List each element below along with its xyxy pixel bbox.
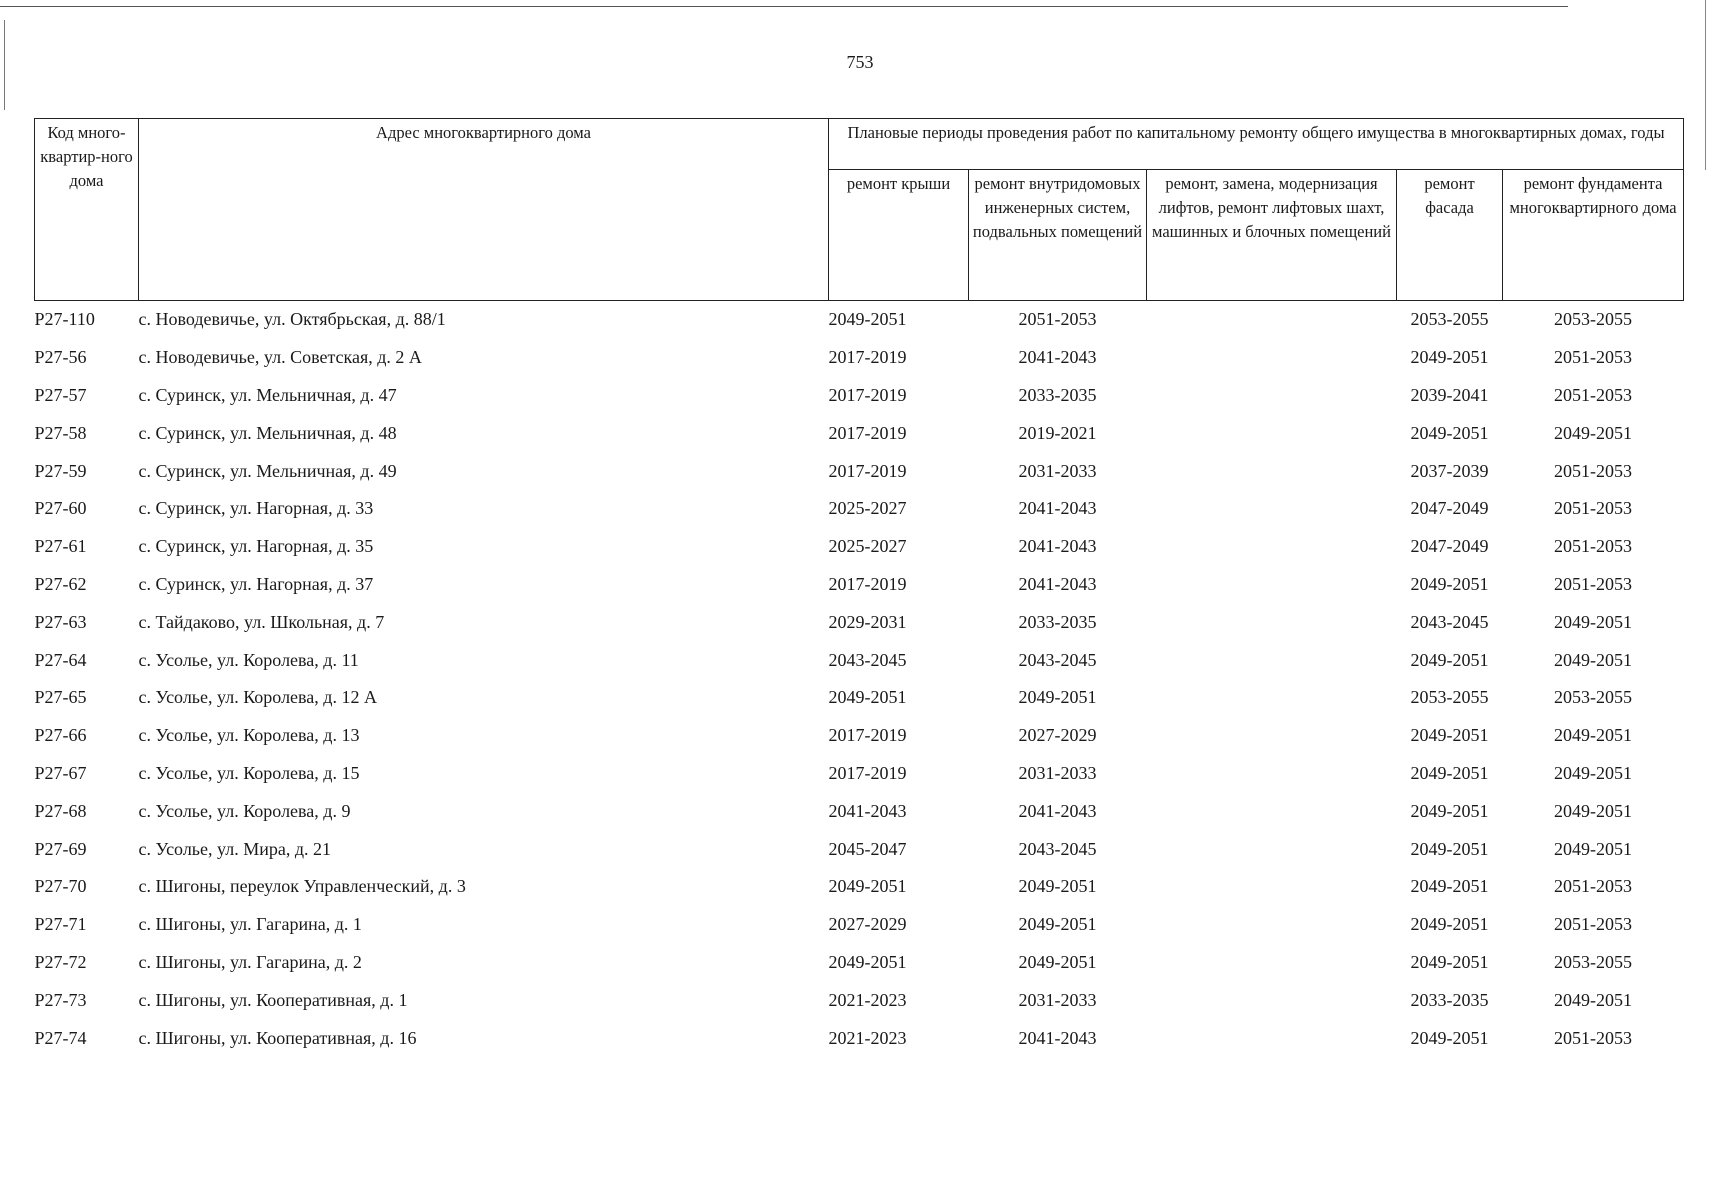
cell-code: Р27-72 <box>34 951 87 972</box>
cell-lift <box>1147 868 1397 906</box>
cell-foundation: 2051-2053 <box>1554 384 1633 405</box>
cell-engineering: 2041-2043 <box>1018 347 1097 368</box>
cell-address: с. Суринск, ул. Мельничная, д. 49 <box>138 460 397 481</box>
cell-facade: 2049-2051 <box>1410 649 1489 670</box>
cell-code: Р27-57 <box>34 384 87 405</box>
cell-facade: 2037-2039 <box>1410 460 1489 481</box>
cell-facade: 2043-2045 <box>1410 611 1489 632</box>
cell-facade: 2049-2051 <box>1410 573 1489 594</box>
table-row <box>35 944 1684 982</box>
cell-lift <box>1147 830 1397 868</box>
table-row <box>35 755 1684 793</box>
cell-facade: 2049-2051 <box>1410 725 1489 746</box>
table-row <box>35 490 1684 528</box>
table-row <box>35 339 1684 377</box>
cell-code: Р27-71 <box>34 914 87 935</box>
cell-engineering: 2031-2033 <box>1018 989 1097 1010</box>
scan-marks <box>1686 490 1706 830</box>
header-code: Код много-квартир-ного дома <box>35 119 139 301</box>
cell-foundation: 2051-2053 <box>1554 536 1633 557</box>
cell-foundation: 2049-2051 <box>1554 762 1633 783</box>
cell-address: с. Суринск, ул. Мельничная, д. 48 <box>138 422 397 443</box>
cell-engineering: 2041-2043 <box>1018 573 1097 594</box>
cell-facade: 2049-2051 <box>1410 1027 1489 1048</box>
cell-address: с. Суринск, ул. Нагорная, д. 33 <box>138 498 374 519</box>
cell-engineering: 2033-2035 <box>1018 611 1097 632</box>
cell-roof: 2025-2027 <box>828 536 907 557</box>
cell-code: Р27-60 <box>34 498 87 519</box>
cell-code: Р27-61 <box>34 536 87 557</box>
cell-engineering: 2019-2021 <box>1018 422 1097 443</box>
cell-code: Р27-70 <box>34 876 87 897</box>
cell-address: с. Новодевичье, ул. Советская, д. 2 А <box>138 347 422 368</box>
table-row <box>35 566 1684 604</box>
cell-facade: 2053-2055 <box>1410 687 1489 708</box>
cell-engineering: 2031-2033 <box>1018 762 1097 783</box>
cell-code: Р27-62 <box>34 573 87 594</box>
top-rule <box>0 6 1568 7</box>
cell-roof: 2017-2019 <box>828 762 907 783</box>
cell-foundation: 2051-2053 <box>1554 498 1633 519</box>
table-row <box>35 792 1684 830</box>
cell-code: Р27-68 <box>34 800 87 821</box>
cell-foundation: 2051-2053 <box>1554 347 1633 368</box>
table-body <box>35 301 1684 1057</box>
cell-engineering: 2043-2045 <box>1018 649 1097 670</box>
cell-roof: 2017-2019 <box>828 347 907 368</box>
right-margin-rule <box>1705 0 1706 170</box>
cell-roof: 2017-2019 <box>828 573 907 594</box>
cell-roof: 2017-2019 <box>828 725 907 746</box>
cell-facade: 2033-2035 <box>1410 989 1489 1010</box>
cell-lift <box>1147 339 1397 377</box>
cell-facade: 2049-2051 <box>1410 914 1489 935</box>
cell-facade: 2049-2051 <box>1410 422 1489 443</box>
cell-lift <box>1147 792 1397 830</box>
header-address: Адрес многоквартирного дома <box>139 119 829 301</box>
header-lift: ремонт, замена, модернизация лифтов, ремонт лифтовых шахт, машинных и блочных помещений <box>1147 170 1397 301</box>
cell-address: с. Суринск, ул. Мельничная, д. 47 <box>138 384 397 405</box>
cell-lift <box>1147 528 1397 566</box>
header-foundation: ремонт фундамента многоквартирного дома <box>1503 170 1684 301</box>
cell-address: с. Шигоны, ул. Гагарина, д. 1 <box>138 914 362 935</box>
cell-engineering: 2049-2051 <box>1018 687 1097 708</box>
cell-engineering: 2041-2043 <box>1018 800 1097 821</box>
cell-roof: 2021-2023 <box>828 1027 907 1048</box>
cell-code: Р27-59 <box>34 460 87 481</box>
cell-roof: 2049-2051 <box>828 687 907 708</box>
cell-code: Р27-63 <box>34 611 87 632</box>
cell-address: с. Новодевичье, ул. Октябрьская, д. 88/1 <box>138 309 446 330</box>
cell-lift <box>1147 755 1397 793</box>
cell-facade: 2049-2051 <box>1410 876 1489 897</box>
header-row-top <box>35 119 1684 170</box>
table-row <box>35 717 1684 755</box>
table-row <box>35 452 1684 490</box>
table-row <box>35 1019 1684 1057</box>
cell-lift <box>1147 566 1397 604</box>
cell-lift <box>1147 452 1397 490</box>
cell-code: Р27-110 <box>34 309 95 330</box>
cell-facade: 2047-2049 <box>1410 498 1489 519</box>
cell-foundation: 2051-2053 <box>1554 460 1633 481</box>
cell-roof: 2017-2019 <box>828 460 907 481</box>
cell-address: с. Шигоны, ул. Гагарина, д. 2 <box>138 951 362 972</box>
cell-roof: 2027-2029 <box>828 914 907 935</box>
cell-engineering: 2049-2051 <box>1018 951 1097 972</box>
cell-facade: 2039-2041 <box>1410 384 1489 405</box>
cell-code: Р27-58 <box>34 422 87 443</box>
cell-address: с. Суринск, ул. Нагорная, д. 37 <box>138 573 374 594</box>
header-planned-periods: Плановые периоды проведения работ по капитальному ремонту общего имущества в многоквартирных домах, годы <box>829 119 1684 170</box>
cell-roof: 2049-2051 <box>828 309 907 330</box>
cell-foundation: 2051-2053 <box>1554 1027 1633 1048</box>
cell-lift <box>1147 679 1397 717</box>
cell-address: с. Шигоны, переулок Управленческий, д. 3 <box>138 876 466 897</box>
cell-roof: 2021-2023 <box>828 989 907 1010</box>
cell-address: с. Усолье, ул. Королева, д. 13 <box>138 725 360 746</box>
table-row <box>35 906 1684 944</box>
table-row <box>35 981 1684 1019</box>
cell-code: Р27-69 <box>34 838 87 859</box>
page-number: 753 <box>846 52 874 72</box>
cell-engineering: 2031-2033 <box>1018 460 1097 481</box>
table-row <box>35 641 1684 679</box>
table-row <box>35 528 1684 566</box>
cell-foundation: 2049-2051 <box>1554 838 1633 859</box>
cell-engineering: 2041-2043 <box>1018 536 1097 557</box>
cell-address: с. Шигоны, ул. Кооперативная, д. 1 <box>138 989 408 1010</box>
table-row <box>35 679 1684 717</box>
cell-lift <box>1147 377 1397 415</box>
cell-address: с. Усолье, ул. Королева, д. 9 <box>138 800 351 821</box>
cell-facade: 2049-2051 <box>1410 838 1489 859</box>
cell-address: с. Усолье, ул. Королева, д. 11 <box>138 649 359 670</box>
cell-foundation: 2053-2055 <box>1554 951 1633 972</box>
cell-facade: 2049-2051 <box>1410 800 1489 821</box>
cell-roof: 2041-2043 <box>828 800 907 821</box>
cell-facade: 2049-2051 <box>1410 951 1489 972</box>
cell-code: Р27-73 <box>34 989 87 1010</box>
cell-lift <box>1147 1019 1397 1057</box>
cell-lift <box>1147 906 1397 944</box>
cell-code: Р27-64 <box>34 649 87 670</box>
cell-roof: 2045-2047 <box>828 838 907 859</box>
cell-code: Р27-65 <box>34 687 87 708</box>
cell-foundation: 2049-2051 <box>1554 800 1633 821</box>
header-engineering: ремонт внутридомовых инженерных систем, подвальных помещений <box>969 170 1147 301</box>
cell-lift <box>1147 717 1397 755</box>
cell-lift <box>1147 301 1397 339</box>
table-row <box>35 414 1684 452</box>
cell-engineering: 2043-2045 <box>1018 838 1097 859</box>
cell-facade: 2053-2055 <box>1410 309 1489 330</box>
cell-address: с. Усолье, ул. Мира, д. 21 <box>138 838 331 859</box>
cell-foundation: 2053-2055 <box>1554 687 1633 708</box>
cell-engineering: 2033-2035 <box>1018 384 1097 405</box>
cell-lift <box>1147 414 1397 452</box>
cell-roof: 2025-2027 <box>828 498 907 519</box>
cell-address: с. Усолье, ул. Королева, д. 12 А <box>138 687 377 708</box>
cell-roof: 2029-2031 <box>828 611 907 632</box>
cell-lift <box>1147 603 1397 641</box>
cell-lift <box>1147 490 1397 528</box>
table-row <box>35 377 1684 415</box>
cell-engineering: 2051-2053 <box>1018 309 1097 330</box>
table-row <box>35 301 1684 339</box>
cell-foundation: 2049-2051 <box>1554 649 1633 670</box>
repair-schedule-table <box>34 118 1684 1057</box>
cell-foundation: 2051-2053 <box>1554 914 1633 935</box>
cell-engineering: 2041-2043 <box>1018 498 1097 519</box>
cell-engineering: 2027-2029 <box>1018 725 1097 746</box>
header-facade: ремонт фасада <box>1397 170 1503 301</box>
cell-facade: 2049-2051 <box>1410 347 1489 368</box>
cell-roof: 2043-2045 <box>828 649 907 670</box>
table-row <box>35 603 1684 641</box>
cell-address: с. Суринск, ул. Нагорная, д. 35 <box>138 536 374 557</box>
cell-address: с. Шигоны, ул. Кооперативная, д. 16 <box>138 1027 417 1048</box>
cell-lift <box>1147 641 1397 679</box>
cell-lift <box>1147 944 1397 982</box>
cell-code: Р27-56 <box>34 347 87 368</box>
cell-engineering: 2049-2051 <box>1018 876 1097 897</box>
cell-code: Р27-67 <box>34 762 87 783</box>
cell-roof: 2017-2019 <box>828 384 907 405</box>
cell-lift <box>1147 981 1397 1019</box>
header-roof: ремонт крыши <box>829 170 969 301</box>
cell-foundation: 2049-2051 <box>1554 611 1633 632</box>
cell-foundation: 2049-2051 <box>1554 422 1633 443</box>
cell-foundation: 2049-2051 <box>1554 989 1633 1010</box>
cell-foundation: 2049-2051 <box>1554 725 1633 746</box>
cell-address: с. Тайдаково, ул. Школьная, д. 7 <box>138 611 385 632</box>
cell-engineering: 2049-2051 <box>1018 914 1097 935</box>
cell-code: Р27-66 <box>34 725 87 746</box>
table-row <box>35 830 1684 868</box>
cell-foundation: 2051-2053 <box>1554 573 1633 594</box>
cell-roof: 2017-2019 <box>828 422 907 443</box>
cell-roof: 2049-2051 <box>828 951 907 972</box>
cell-foundation: 2053-2055 <box>1554 309 1633 330</box>
cell-engineering: 2041-2043 <box>1018 1027 1097 1048</box>
cell-address: с. Усолье, ул. Королева, д. 15 <box>138 762 360 783</box>
cell-foundation: 2051-2053 <box>1554 876 1633 897</box>
cell-facade: 2049-2051 <box>1410 762 1489 783</box>
table-row <box>35 868 1684 906</box>
cell-facade: 2047-2049 <box>1410 536 1489 557</box>
cell-roof: 2049-2051 <box>828 876 907 897</box>
cell-code: Р27-74 <box>34 1027 87 1048</box>
